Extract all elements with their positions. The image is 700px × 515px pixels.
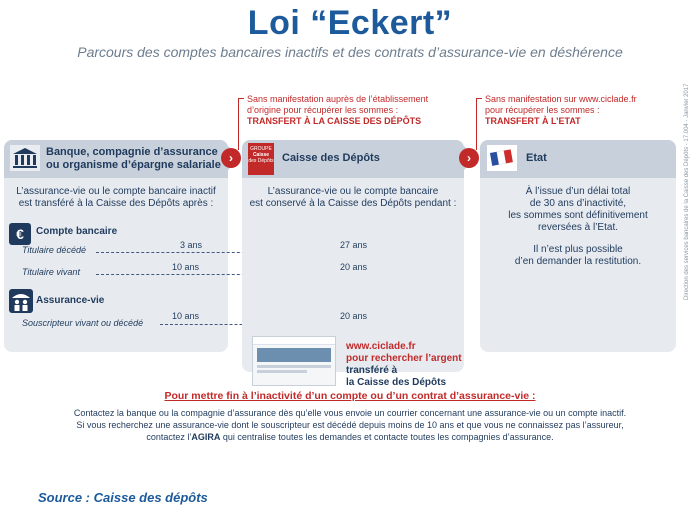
panel-banque-title-line1: Banque, compagnie d’assurance: [46, 146, 218, 158]
ciclade-line1: pour rechercher l’argent: [346, 353, 462, 364]
note1-connector-vertical: [238, 98, 239, 150]
ciclade-link-block: [346, 341, 462, 389]
row1-value-panel1: 3 ans: [180, 240, 203, 250]
row2-value-panel1: 10 ans: [172, 262, 200, 272]
row2-value-panel2: 20 ans: [340, 262, 368, 272]
note1-line2: d’origine pour récupérer les sommes :: [247, 105, 399, 115]
ciclade-url-link[interactable]: www.ciclade.fr: [346, 341, 416, 352]
row2-label: Titulaire vivant: [22, 267, 80, 277]
caisse-logo-line3: des Dépôts: [248, 158, 274, 164]
note1-connector-tick: [238, 98, 244, 99]
row3-label: Souscripteur vivant ou décédé: [22, 318, 144, 328]
arrow-right-icon-2: ›: [459, 148, 479, 168]
arrow-right-icon-1: ›: [221, 148, 241, 168]
screenshot-topbar: [253, 337, 335, 345]
row1-value-panel2: 27 ans: [340, 240, 368, 250]
row3-value-panel2: 20 ans: [340, 311, 368, 321]
bottom-line1: Contactez la banque ou la compagnie d’assurance dès qu’elle vous envoie un courrier concernant une assurance-vie ou un compte inactif.: [73, 408, 627, 418]
side-credit: Direction des services bancaires de la Caisse des Dépôts - 17.004 - Janvier 2017: [684, 83, 690, 300]
panel-caisse-intro-line2: est conservé à la Caisse des Dépôts pendant :: [249, 198, 457, 209]
caisse-logo-line1: GROUPE: [250, 146, 272, 152]
assurance-vie-label: Assurance-vie: [36, 295, 105, 306]
panel-banque-intro-line1: L’assurance-vie ou le compte bancaire inactif: [16, 186, 216, 197]
caisse-logo-line2: Caisse: [252, 152, 270, 158]
french-flag-icon: [487, 145, 517, 171]
ciclade-line3: la Caisse des Dépôts: [346, 377, 447, 388]
etat-line5: Il n’est plus possible: [533, 244, 623, 255]
ciclade-screenshot: [252, 336, 336, 386]
note2-line3: TRANSFERT À L’ETAT: [485, 116, 581, 126]
note1: [247, 94, 447, 127]
bottom-title: Pour mettre fin à l’inactivité d’un compte ou d’un contrat d’assurance-vie :: [164, 390, 536, 402]
panel-etat-title: Etat: [526, 152, 547, 164]
note1-line3: TRANSFERT À LA CAISSE DES DÉPÔTS: [247, 116, 422, 126]
people-icon: [9, 289, 33, 313]
caisse-logo-icon: [248, 143, 274, 175]
note2-connector-vertical: [476, 98, 477, 150]
bottom-line3-prefix: contactez l’: [146, 432, 192, 442]
source-caption: Source : Caisse des dépôts: [38, 490, 208, 505]
euro-icon: €: [9, 223, 31, 245]
screenshot-line-1: [257, 365, 331, 368]
etat-line4: reversées à l’Etat.: [537, 222, 619, 233]
panel-caisse-intro-line1: L’assurance-vie ou le compte bancaire: [267, 186, 439, 197]
etat-line2: de 30 ans d’inactivité,: [529, 198, 627, 209]
panel-banque-intro: [4, 186, 228, 210]
panel-banque-title-line2: ou organisme d’épargne salariale: [46, 159, 221, 171]
etat-line6: d’en demander la restitution.: [514, 256, 642, 267]
note2: [485, 94, 685, 127]
bank-icon: [10, 145, 40, 171]
screenshot-line-2: [257, 370, 307, 373]
panel-banque-intro-line2: est transféré à la Caisse des Dépôts après :: [18, 198, 214, 209]
bottom-line2: Si vous recherchez une assurance-vie dont le souscripteur est décédé depuis moins de 10 ans et que vous ne connaissez pas l’assureur,: [76, 420, 624, 430]
bottom-line3: [0, 432, 700, 442]
panel-banque-title: [46, 146, 226, 172]
page-subtitle: Parcours des comptes bancaires inactifs et des contrats d’assurance-vie en déshérence: [77, 44, 623, 60]
page-title: Loi “Eckert”: [247, 4, 453, 42]
row3-value-panel1: 10 ans: [172, 311, 200, 321]
note2-connector-tick: [476, 98, 482, 99]
etat-line1: À l’issue d’un délai total: [525, 186, 631, 197]
agira-name: AGIRA: [191, 432, 221, 442]
screenshot-banner: [257, 348, 331, 362]
panel-caisse-intro: [242, 186, 464, 210]
panel-etat-text: [480, 186, 676, 268]
note1-line1: Sans manifestation auprès de l’établissement: [247, 94, 429, 104]
etat-line3: les sommes sont définitivement: [508, 210, 648, 221]
panel-caisse-title: Caisse des Dépôts: [282, 152, 380, 164]
bottom-line3-suffix: qui centralise toutes les demandes et contacte toutes les compagnies d’assurance.: [220, 432, 554, 442]
note2-line1: Sans manifestation sur www.ciclade.fr: [485, 94, 637, 104]
row1-label: Titulaire décédé: [22, 245, 86, 255]
ciclade-line2: transféré à: [346, 365, 398, 376]
note2-line2: pour récupérer les sommes :: [485, 105, 600, 115]
compte-bancaire-label: Compte bancaire: [36, 226, 118, 237]
